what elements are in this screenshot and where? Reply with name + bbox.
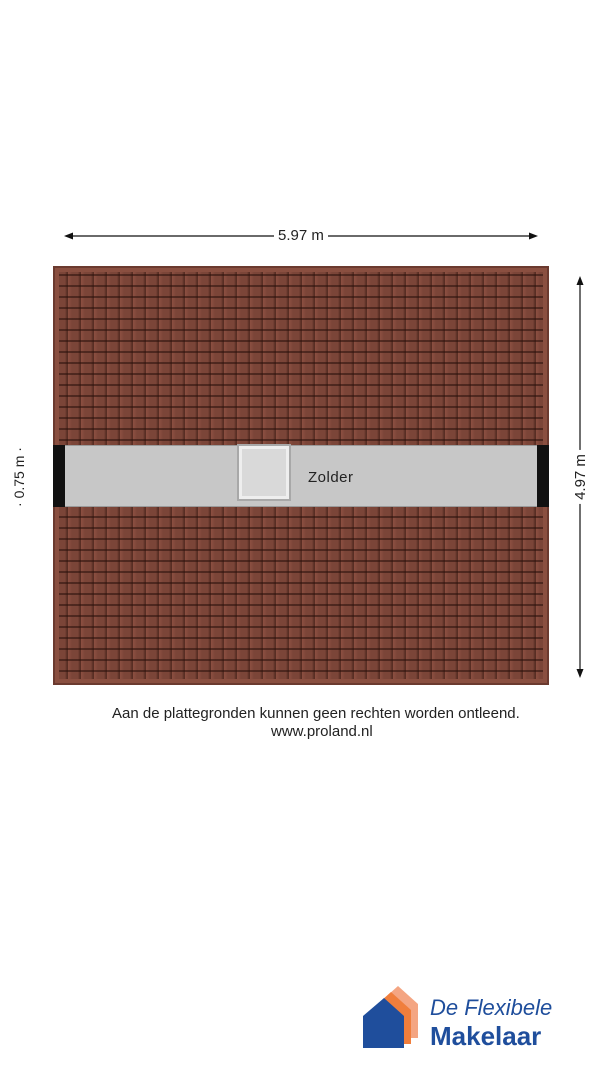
- logo-line-2: Makelaar: [430, 1021, 542, 1051]
- website-link[interactable]: www.proland.nl: [271, 723, 373, 740]
- disclaimer-text: Aan de plattegronden kunnen geen rechten worden ontleend.: [112, 705, 520, 722]
- room-label: Zolder: [308, 469, 354, 486]
- attic-floor: [53, 445, 549, 507]
- roof-hatch: [237, 444, 291, 501]
- side-height-label: · 0.75 m ·: [11, 447, 27, 507]
- logo-line-1: De Flexibele: [430, 995, 553, 1020]
- right-wall: [537, 445, 549, 507]
- left-wall: [53, 445, 65, 507]
- company-logo: [360, 982, 575, 1052]
- width-dimension-label: 5.97 m: [274, 227, 328, 245]
- height-dimension-label: 4.97 m: [572, 450, 590, 504]
- house-logo-icon: [360, 982, 430, 1052]
